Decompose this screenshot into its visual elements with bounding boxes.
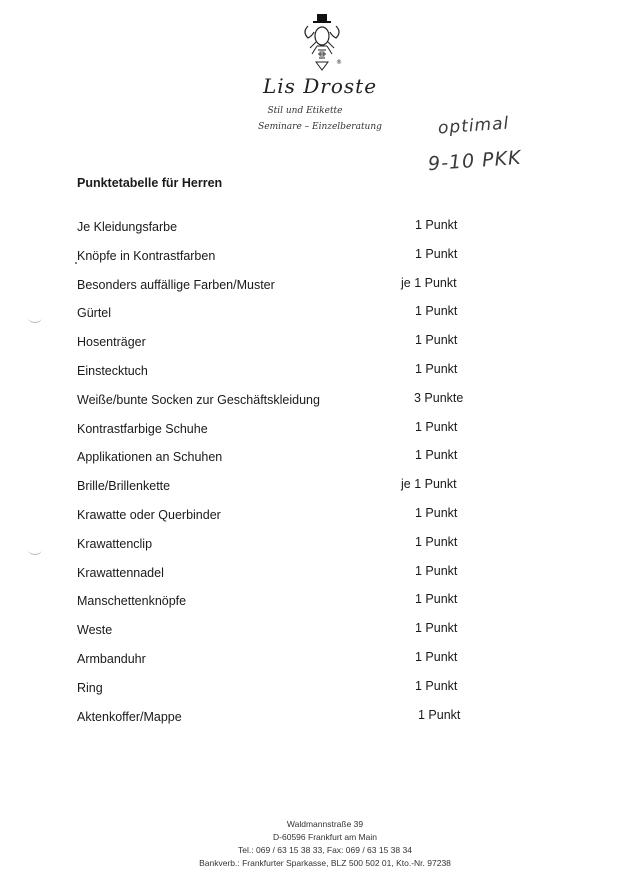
row-item-label: Hosenträger [77, 335, 146, 350]
lobster-logo-icon [300, 12, 344, 74]
row-item-label: Ring [77, 680, 103, 695]
row-points: 1 Punkt [415, 678, 458, 693]
brand-name: Lis Droste [262, 74, 378, 98]
row-points: 1 Punkt [415, 246, 458, 261]
table-row [0, 507, 620, 527]
table-row [0, 305, 620, 325]
row-points: 1 Punkt [415, 419, 458, 434]
row-item-label: Weste [77, 623, 113, 638]
row-item-label: Knöpfe in Kontrastfarben [77, 248, 216, 263]
footer-phone: Tel.: 069 / 63 15 38 33, Fax: 069 / 63 15 38 34 [238, 845, 412, 855]
table-row [0, 219, 620, 239]
table-row [0, 536, 620, 556]
page-title: Punktetabelle für Herren [77, 176, 223, 190]
row-points: 1 Punkt [415, 506, 458, 520]
row-item-label: Je Kleidungsfarbe [77, 220, 178, 234]
table-row [0, 680, 620, 700]
row-item-label: Krawattenclip [77, 536, 153, 551]
footer-address [160, 818, 490, 870]
scan-mark [28, 544, 42, 555]
handwritten-note-line1: optimal [437, 113, 510, 139]
row-item-label: Weiße/bunte Socken zur Geschäftskleidung [77, 392, 320, 407]
table-row [0, 277, 620, 297]
row-points: 1 Punkt [415, 592, 458, 607]
row-points: 1 Punkt [415, 218, 458, 232]
table-row [0, 565, 620, 585]
table-row [0, 651, 620, 671]
row-points: 1 Punkt [415, 304, 458, 319]
row-points: je 1 Punkt [401, 275, 457, 290]
row-item-label: Brille/Brillenkette [77, 479, 171, 494]
row-points: 1 Punkt [415, 448, 458, 463]
table-row [0, 392, 620, 412]
footer-street: Waldmannstraße 39 [286, 819, 364, 829]
row-item-label: Krawattennadel [77, 565, 164, 580]
brand-services: Seminare – Einzelberatung [258, 122, 382, 132]
row-item-label: Gürtel [77, 306, 112, 321]
row-points: 1 Punkt [415, 621, 458, 636]
row-item-label: Applikationen an Schuhen [77, 450, 223, 465]
row-points: 1 Punkt [415, 534, 458, 549]
row-item-label: Krawatte oder Querbinder [77, 508, 221, 522]
row-points: 1 Punkt [415, 362, 458, 376]
table-row [0, 478, 620, 498]
row-points: 1 Punkt [415, 333, 458, 348]
row-points: 3 Punkte [414, 390, 464, 405]
brand-tagline: Stil und Etikette [267, 106, 343, 116]
row-item-label: Einstecktuch [77, 364, 148, 378]
row-points: 1 Punkt [418, 707, 461, 722]
table-row [0, 449, 620, 469]
scan-mark [75, 262, 77, 264]
scan-mark [28, 312, 42, 323]
footer-city: D-60596 Frankfurt am Main [273, 832, 377, 842]
row-item-label: Manschettenknöpfe [77, 594, 187, 609]
table-row [0, 334, 620, 354]
row-item-label: Kontrastfarbige Schuhe [77, 421, 208, 436]
row-points: je 1 Punkt [401, 477, 457, 492]
row-points: 1 Punkt [415, 563, 458, 578]
row-item-label: Aktenkoffer/Mappe [77, 709, 182, 724]
row-item-label: Armbanduhr [77, 652, 146, 666]
table-row [0, 709, 620, 729]
row-item-label: Besonders auffällige Farben/Muster [77, 277, 275, 292]
table-row [0, 421, 620, 441]
table-row [0, 248, 620, 268]
table-row [0, 622, 620, 642]
table-row [0, 593, 620, 613]
svg-text:®: ® [336, 59, 342, 66]
row-points: 1 Punkt [415, 650, 458, 664]
table-row [0, 363, 620, 383]
footer-bank: Bankverb.: Frankfurter Sparkasse, BLZ 500 502 01, Kto.-Nr. 97238 [199, 858, 451, 868]
handwritten-note-line2: 9-10 PKK [427, 146, 523, 176]
